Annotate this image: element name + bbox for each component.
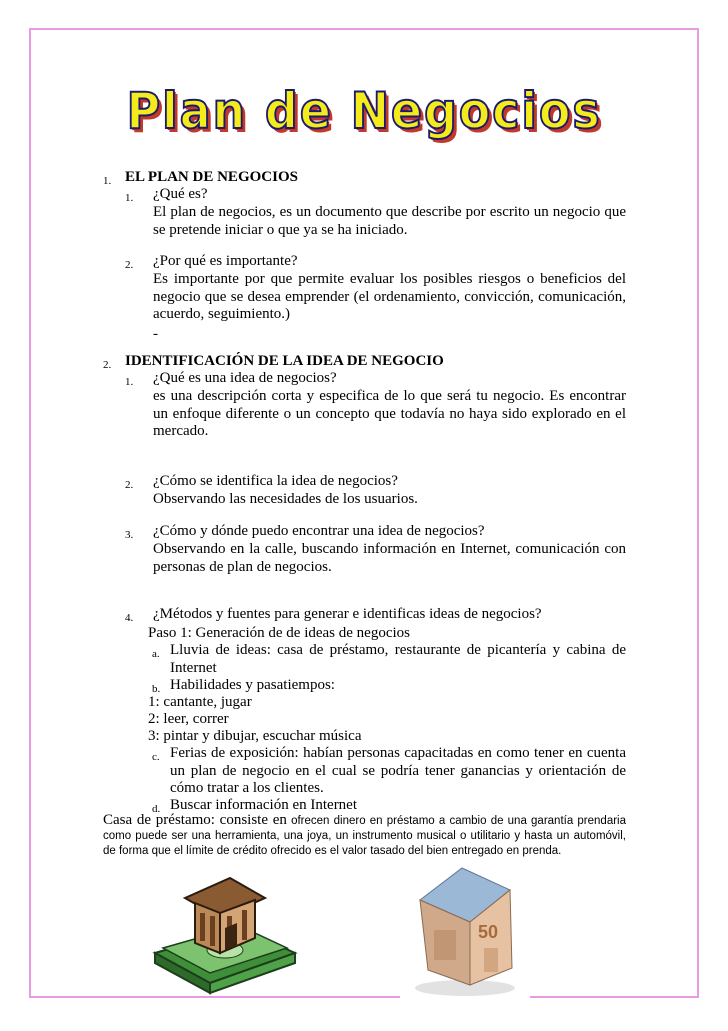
sub-letter: a. xyxy=(152,648,160,660)
item-answer: Es importante por que permite evaluar los posibles riesgos o beneficios del negocio que se desea emprender (el ordenamiento, convicción, comunicación, acuerdo, seguimiento.) xyxy=(153,271,626,322)
dash-mark: - xyxy=(153,326,158,342)
item-question: ¿Cómo y dónde puedo encontrar una idea de negocios? xyxy=(153,523,485,539)
sub-letter: d. xyxy=(152,803,161,815)
sub-item: Ferias de exposición: habían personas capacitadas en como tener en cuenta un plan de negocio en el cual se podría tener ganancias y orientación de cómo tratar a los clientes. xyxy=(170,745,626,796)
sub-letter: c. xyxy=(152,751,160,763)
bank-on-money-icon xyxy=(145,858,305,998)
hobby-line: 3: pintar y dibujar, escuchar música xyxy=(148,728,362,744)
item-number: 1. xyxy=(125,376,134,388)
item-answer: El plan de negocios, es un documento que describe por escrito un negocio que se pretende iniciar o que ya se ha iniciado. xyxy=(153,204,626,238)
item-answer: Observando en la calle, buscando información en Internet, comunicación con personas de plan de negocios. xyxy=(153,541,626,575)
sub-item: Buscar información en Internet xyxy=(170,797,358,813)
section-heading: IDENTIFICACIÓN DE LA IDEA DE NEGOCIO xyxy=(125,353,444,369)
page-title: Plan de Negocios xyxy=(126,82,602,140)
sub-letter: b. xyxy=(152,683,161,695)
item-number: 4. xyxy=(125,612,134,624)
section-heading: EL PLAN DE NEGOCIOS xyxy=(125,169,298,185)
item-number: 3. xyxy=(125,529,134,541)
step-label: Paso 1: Generación de de ideas de negocios xyxy=(148,625,410,641)
section-number: 1. xyxy=(103,175,112,187)
item-question: ¿Cómo se identifica la idea de negocios? xyxy=(153,473,398,489)
sub-item: Habilidades y pasatiempos: xyxy=(170,677,335,693)
banknote-digits: 50 xyxy=(478,922,499,942)
footer-text: ofrecen dinero en préstamo a cambio de una garantía prendaria como puede ser una herramienta, una joya, un instrumento musical o utilitario y hasta un automóvil, de forma que el límite de crédito ofrecido es el valor tasado del bien entregado en prenda. xyxy=(103,815,626,857)
hobby-line: 2: leer, correr xyxy=(148,711,229,727)
banknote-house-icon xyxy=(400,860,530,998)
sub-item: Lluvia de ideas: casa de préstamo, restaurante de picantería y cabina de Internet xyxy=(170,642,626,676)
footer-lead: Casa de préstamo: consiste en xyxy=(103,812,287,828)
section-number: 2. xyxy=(103,359,112,371)
item-question: ¿Qué es? xyxy=(153,186,208,202)
item-question: ¿Métodos y fuentes para generar e identificas ideas de negocios? xyxy=(153,606,542,622)
item-number: 1. xyxy=(125,192,134,204)
item-answer: es una descripción corta y especifica de lo que será tu negocio. Es encontrar un enfoque diferente o un concepto que todavía no haya sido explorado en el mercado. xyxy=(153,388,626,439)
item-number: 2. xyxy=(125,479,134,491)
item-question: ¿Por qué es importante? xyxy=(153,253,298,269)
item-answer: Observando las necesidades de los usuarios. xyxy=(153,491,418,507)
hobby-line: 1: cantante, jugar xyxy=(148,694,252,710)
item-question: ¿Qué es una idea de negocios? xyxy=(153,370,337,386)
item-number: 2. xyxy=(125,259,134,271)
footer-paragraph xyxy=(103,813,626,859)
